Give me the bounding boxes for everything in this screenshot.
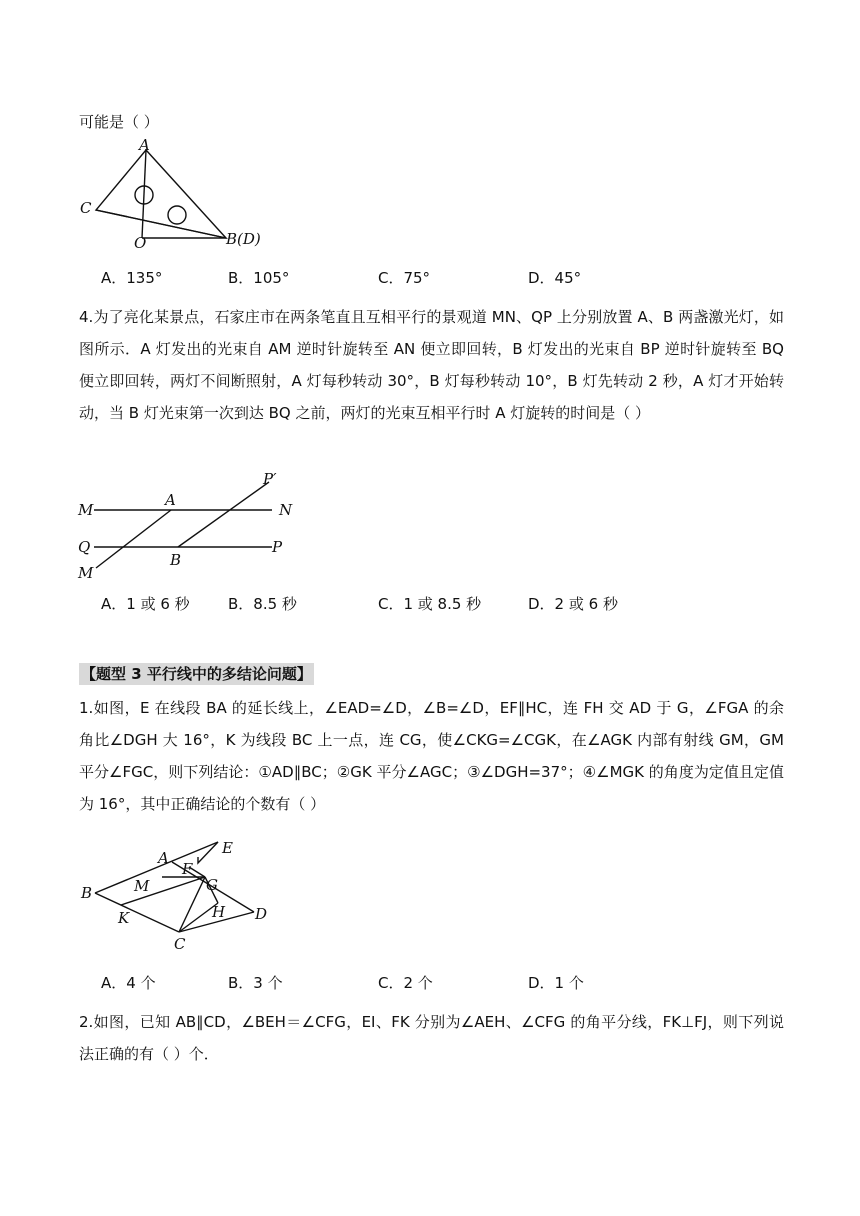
label-E: E bbox=[222, 839, 233, 857]
segment-CB bbox=[96, 210, 226, 238]
label-A: A bbox=[158, 849, 169, 867]
q4-option-d[interactable]: D．2 或 6 秒 bbox=[528, 595, 618, 613]
q3-triangle-figure bbox=[78, 138, 268, 253]
ray-BP1 bbox=[178, 482, 269, 547]
label-N: N bbox=[279, 501, 293, 519]
label-C: C bbox=[80, 199, 92, 217]
label-M: M bbox=[78, 501, 94, 519]
path-EF bbox=[198, 842, 218, 863]
q4-text: 4.为了亮化某景点，石家庄市在两条笔直且互相平行的景观道 MN、QP 上分别放置 A、B 两盏激光灯，如图所示．A 灯发出的光束自 AM 逆时针旋转至 AN 便立即回转，B 灯发出的光束自 BP 逆时针旋转至 BQ 便立即回转，两灯不间断照射，A 灯每秒转动 30°，B 灯每秒转动 10°，B 灯先转动 2 秒，A 灯才开始转动，当 B 灯光束第一次到达 BQ 之前，两灯的光束互相平行时 A 灯旋转的时间是（ ） bbox=[79, 308, 784, 422]
label-F: F bbox=[182, 860, 193, 878]
section-header: 【题型 3 平行线中的多结论问题】 bbox=[81, 665, 312, 683]
label-P: P bbox=[272, 538, 283, 556]
q3-option-c[interactable]: C．75° bbox=[378, 269, 431, 287]
s3q1-option-c[interactable]: C．2 个 bbox=[378, 974, 433, 992]
label-Q: Q bbox=[78, 538, 91, 556]
q3-option-b[interactable]: B．105° bbox=[228, 269, 290, 287]
triangle-ACB bbox=[96, 150, 226, 238]
label-G: G bbox=[206, 876, 218, 894]
q3-stem-end: 可能是（ ） bbox=[79, 113, 159, 131]
q4-option-b[interactable]: B．8.5 秒 bbox=[228, 595, 297, 613]
segment-BC bbox=[95, 893, 179, 932]
label-H: H bbox=[212, 903, 226, 921]
label-B: B bbox=[170, 551, 182, 569]
label-A: A bbox=[139, 136, 150, 154]
s3q1-geometry-figure bbox=[78, 835, 278, 955]
label-A: A bbox=[165, 491, 176, 509]
label-B: B bbox=[81, 884, 93, 902]
q4-option-a[interactable]: A．1 或 6 秒 bbox=[101, 595, 190, 613]
label-K: K bbox=[118, 909, 130, 927]
label-P-prime: P′ bbox=[263, 470, 277, 488]
s3q2-text: 2.如图，已知 AB∥CD，∠BEH＝∠CFG，EI、FK 分别为∠AEH、∠CFG 的角平分线，FK⊥FJ，则下列说法正确的有（ ）个． bbox=[79, 1013, 784, 1063]
segment-AO bbox=[142, 150, 146, 238]
triangle-hole-lower bbox=[168, 206, 186, 224]
s3q1-option-d[interactable]: D．1 个 bbox=[528, 974, 584, 992]
q4-option-c[interactable]: C．1 或 8.5 秒 bbox=[378, 595, 482, 613]
q3-option-a[interactable]: A．135° bbox=[101, 269, 163, 287]
ray-AM bbox=[96, 510, 171, 568]
label-D: D bbox=[255, 905, 268, 923]
label-C: C bbox=[174, 935, 186, 953]
s3q1-option-a[interactable]: A．4 个 bbox=[101, 974, 156, 992]
label-M-lower: M bbox=[78, 564, 94, 582]
s3q1-option-b[interactable]: B．3 个 bbox=[228, 974, 283, 992]
q3-option-d[interactable]: D．45° bbox=[528, 269, 582, 287]
s3q1-text: 1.如图，E 在线段 BA 的延长线上，∠EAD=∠D，∠B=∠D，EF∥HC，连 FH 交 AD 于 G，∠FGA 的余角比∠DGH 大 16°，K 为线段 BC 上一点，连 CG，使∠CKG=∠CGK，在∠AGK 内部有射线 GM，GM 平分∠FGC，则下列结论：①AD∥BC；②GK 平分∠AGC；③∠DGH=37°；④∠MGK 的角度为定值且定值为 16°，其中正确结论的个数有（ ） bbox=[79, 699, 784, 813]
q4-parallel-lines-figure bbox=[76, 470, 306, 585]
label-BD: B(D) bbox=[226, 230, 261, 248]
label-O: O bbox=[134, 234, 147, 252]
segment-BE bbox=[95, 842, 218, 893]
label-M: M bbox=[134, 877, 150, 895]
segment-GC bbox=[179, 877, 205, 932]
